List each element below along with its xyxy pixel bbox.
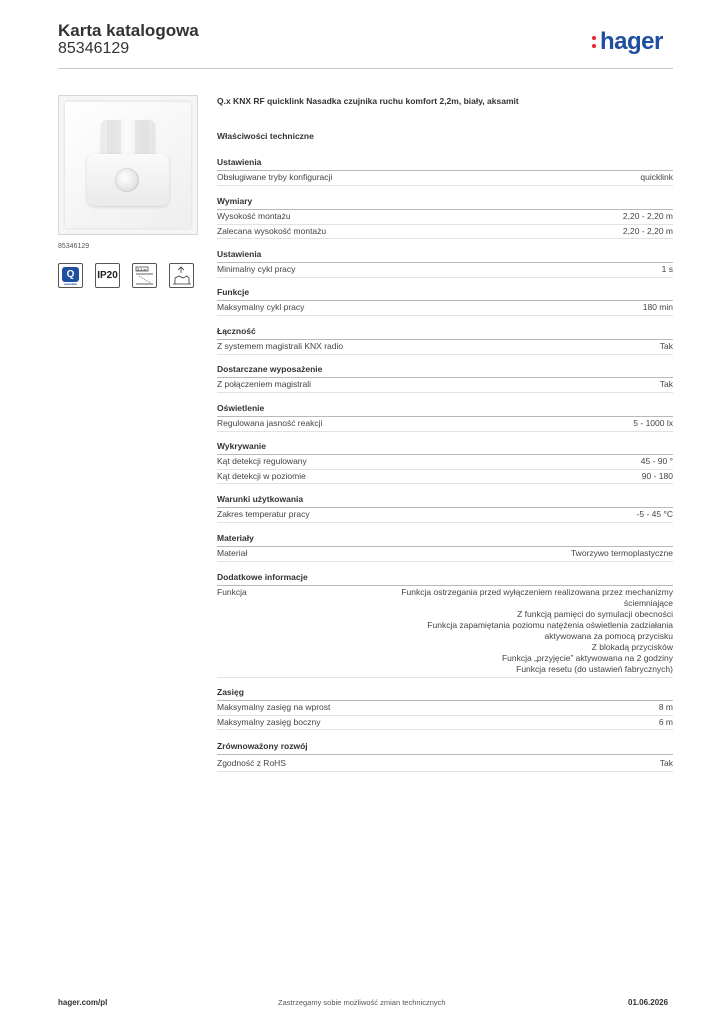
- spec-group-title: Dostarczane wyposażenie: [217, 364, 673, 378]
- spec-row: Zakres temperatur pracy -5 - 45 °C: [217, 508, 673, 523]
- spec-group-additional-info: [217, 572, 673, 678]
- spec-row: Kąt detekcji w poziomie 90 - 180: [217, 470, 673, 485]
- svg-text:2,2 m: 2,2 m: [137, 267, 147, 272]
- spec-group-title: Materiały: [217, 533, 673, 547]
- spec-row: Maksymalny cykl pracy 180 min: [217, 301, 673, 316]
- sensor-body: [87, 154, 169, 206]
- footer-website-link[interactable]: hager.com/pl: [58, 998, 108, 1007]
- spec-row: Wysokość montażu 2,20 - 2,20 m: [217, 210, 673, 225]
- header-title: Karta katalogowa: [58, 21, 199, 40]
- spec-row: Maksymalny zasięg boczny 6 m: [217, 716, 673, 731]
- spec-group-title: Łączność: [217, 326, 673, 340]
- spec-group-functions: [217, 287, 673, 316]
- hand-detection-icon: [169, 263, 194, 288]
- section-heading: Właściwości techniczne: [217, 131, 314, 141]
- mounting-height-icon: [132, 263, 157, 288]
- spec-group-sustainability: [217, 741, 673, 772]
- feature-badges: [58, 263, 194, 288]
- spec-row: Minimalny cykl pracy 1 s: [217, 263, 673, 278]
- spec-row: Regulowana jasność reakcji 5 - 1000 lx: [217, 417, 673, 432]
- spec-group-title: Zasięg: [217, 687, 673, 701]
- product-image: [58, 95, 198, 235]
- sensor-lens: [115, 168, 139, 192]
- spec-row: Kąt detekcji regulowany 45 - 90 °: [217, 455, 673, 470]
- sensor-plate: [65, 102, 191, 228]
- spec-row: Zalecana wysokość montażu 2,20 - 2,20 m: [217, 225, 673, 240]
- product-image-code: 85346129: [58, 243, 90, 250]
- spec-group-title: Oświetlenie: [217, 403, 673, 417]
- footer-disclaimer: Zastrzegamy sobie możliwość zmian technicznych: [278, 998, 446, 1007]
- product-title: Q.x KNX RF quicklink Nasadka czujnika ruchu komfort 2,2m, biały, aksamit: [217, 96, 519, 106]
- spec-group-connectivity: [217, 326, 673, 355]
- spec-group-range: [217, 687, 673, 730]
- spec-group-dimensions: [217, 196, 673, 239]
- spec-group-title: Zrównoważony rozwój: [217, 741, 673, 755]
- spec-group-supplied-equipment: [217, 364, 673, 393]
- spec-group-title: Warunki użytkowania: [217, 494, 673, 508]
- spec-group-title: Wymiary: [217, 196, 673, 210]
- spec-group-settings-2: [217, 249, 673, 278]
- spec-group-materials: [217, 533, 673, 562]
- spec-row: Materiał Tworzywo termoplastyczne: [217, 547, 673, 562]
- spec-group-title: Ustawienia: [217, 249, 673, 263]
- hager-logo[interactable]: [591, 28, 663, 56]
- spec-group-settings: [217, 157, 673, 186]
- spec-row: Z połączeniem magistrali Tak: [217, 378, 673, 393]
- ip20-icon: IP20: [95, 263, 120, 288]
- sensor-top: [101, 120, 155, 156]
- spec-group-detection: [217, 441, 673, 484]
- spec-group-title: Dodatkowe informacje: [217, 572, 673, 586]
- footer-date: 01.06.2026: [628, 998, 669, 1007]
- logo-text: hager: [600, 28, 663, 55]
- logo-dots-icon: [591, 32, 598, 50]
- spec-group-title: Wykrywanie: [217, 441, 673, 455]
- spec-row: Obsługiwane tryby konfiguracji quicklink: [217, 171, 673, 186]
- spec-group-title: Ustawienia: [217, 157, 673, 171]
- header-code: 85346129: [58, 40, 130, 57]
- spec-group-title: Funkcje: [217, 287, 673, 301]
- spec-group-operating-conditions: [217, 494, 673, 523]
- spec-row: Z systemem magistrali KNX radio Tak: [217, 340, 673, 355]
- quicklink-icon: Q quicklink: [58, 263, 83, 288]
- spec-row: Funkcja Funkcja ostrzegania przed wyłączeniem realizowana przez mechanizmy ściemniające Z funkcją pamięci do symulacji obecności Funkcja zapamiętania poziomu natężenia oświetlenia zadziałania aktywowana za pomocą przycisku Z blokadą przycisków Funkcja „przyjęcie” aktywowana na 2 godziny Funkcja resetu (do ustawień fabrycznych): [217, 586, 673, 678]
- spec-group-lighting: [217, 403, 673, 432]
- spec-row: Maksymalny zasięg na wprost 8 m: [217, 701, 673, 716]
- spec-row: Zgodność z RoHS Tak: [217, 755, 673, 772]
- header-rule: [58, 68, 673, 69]
